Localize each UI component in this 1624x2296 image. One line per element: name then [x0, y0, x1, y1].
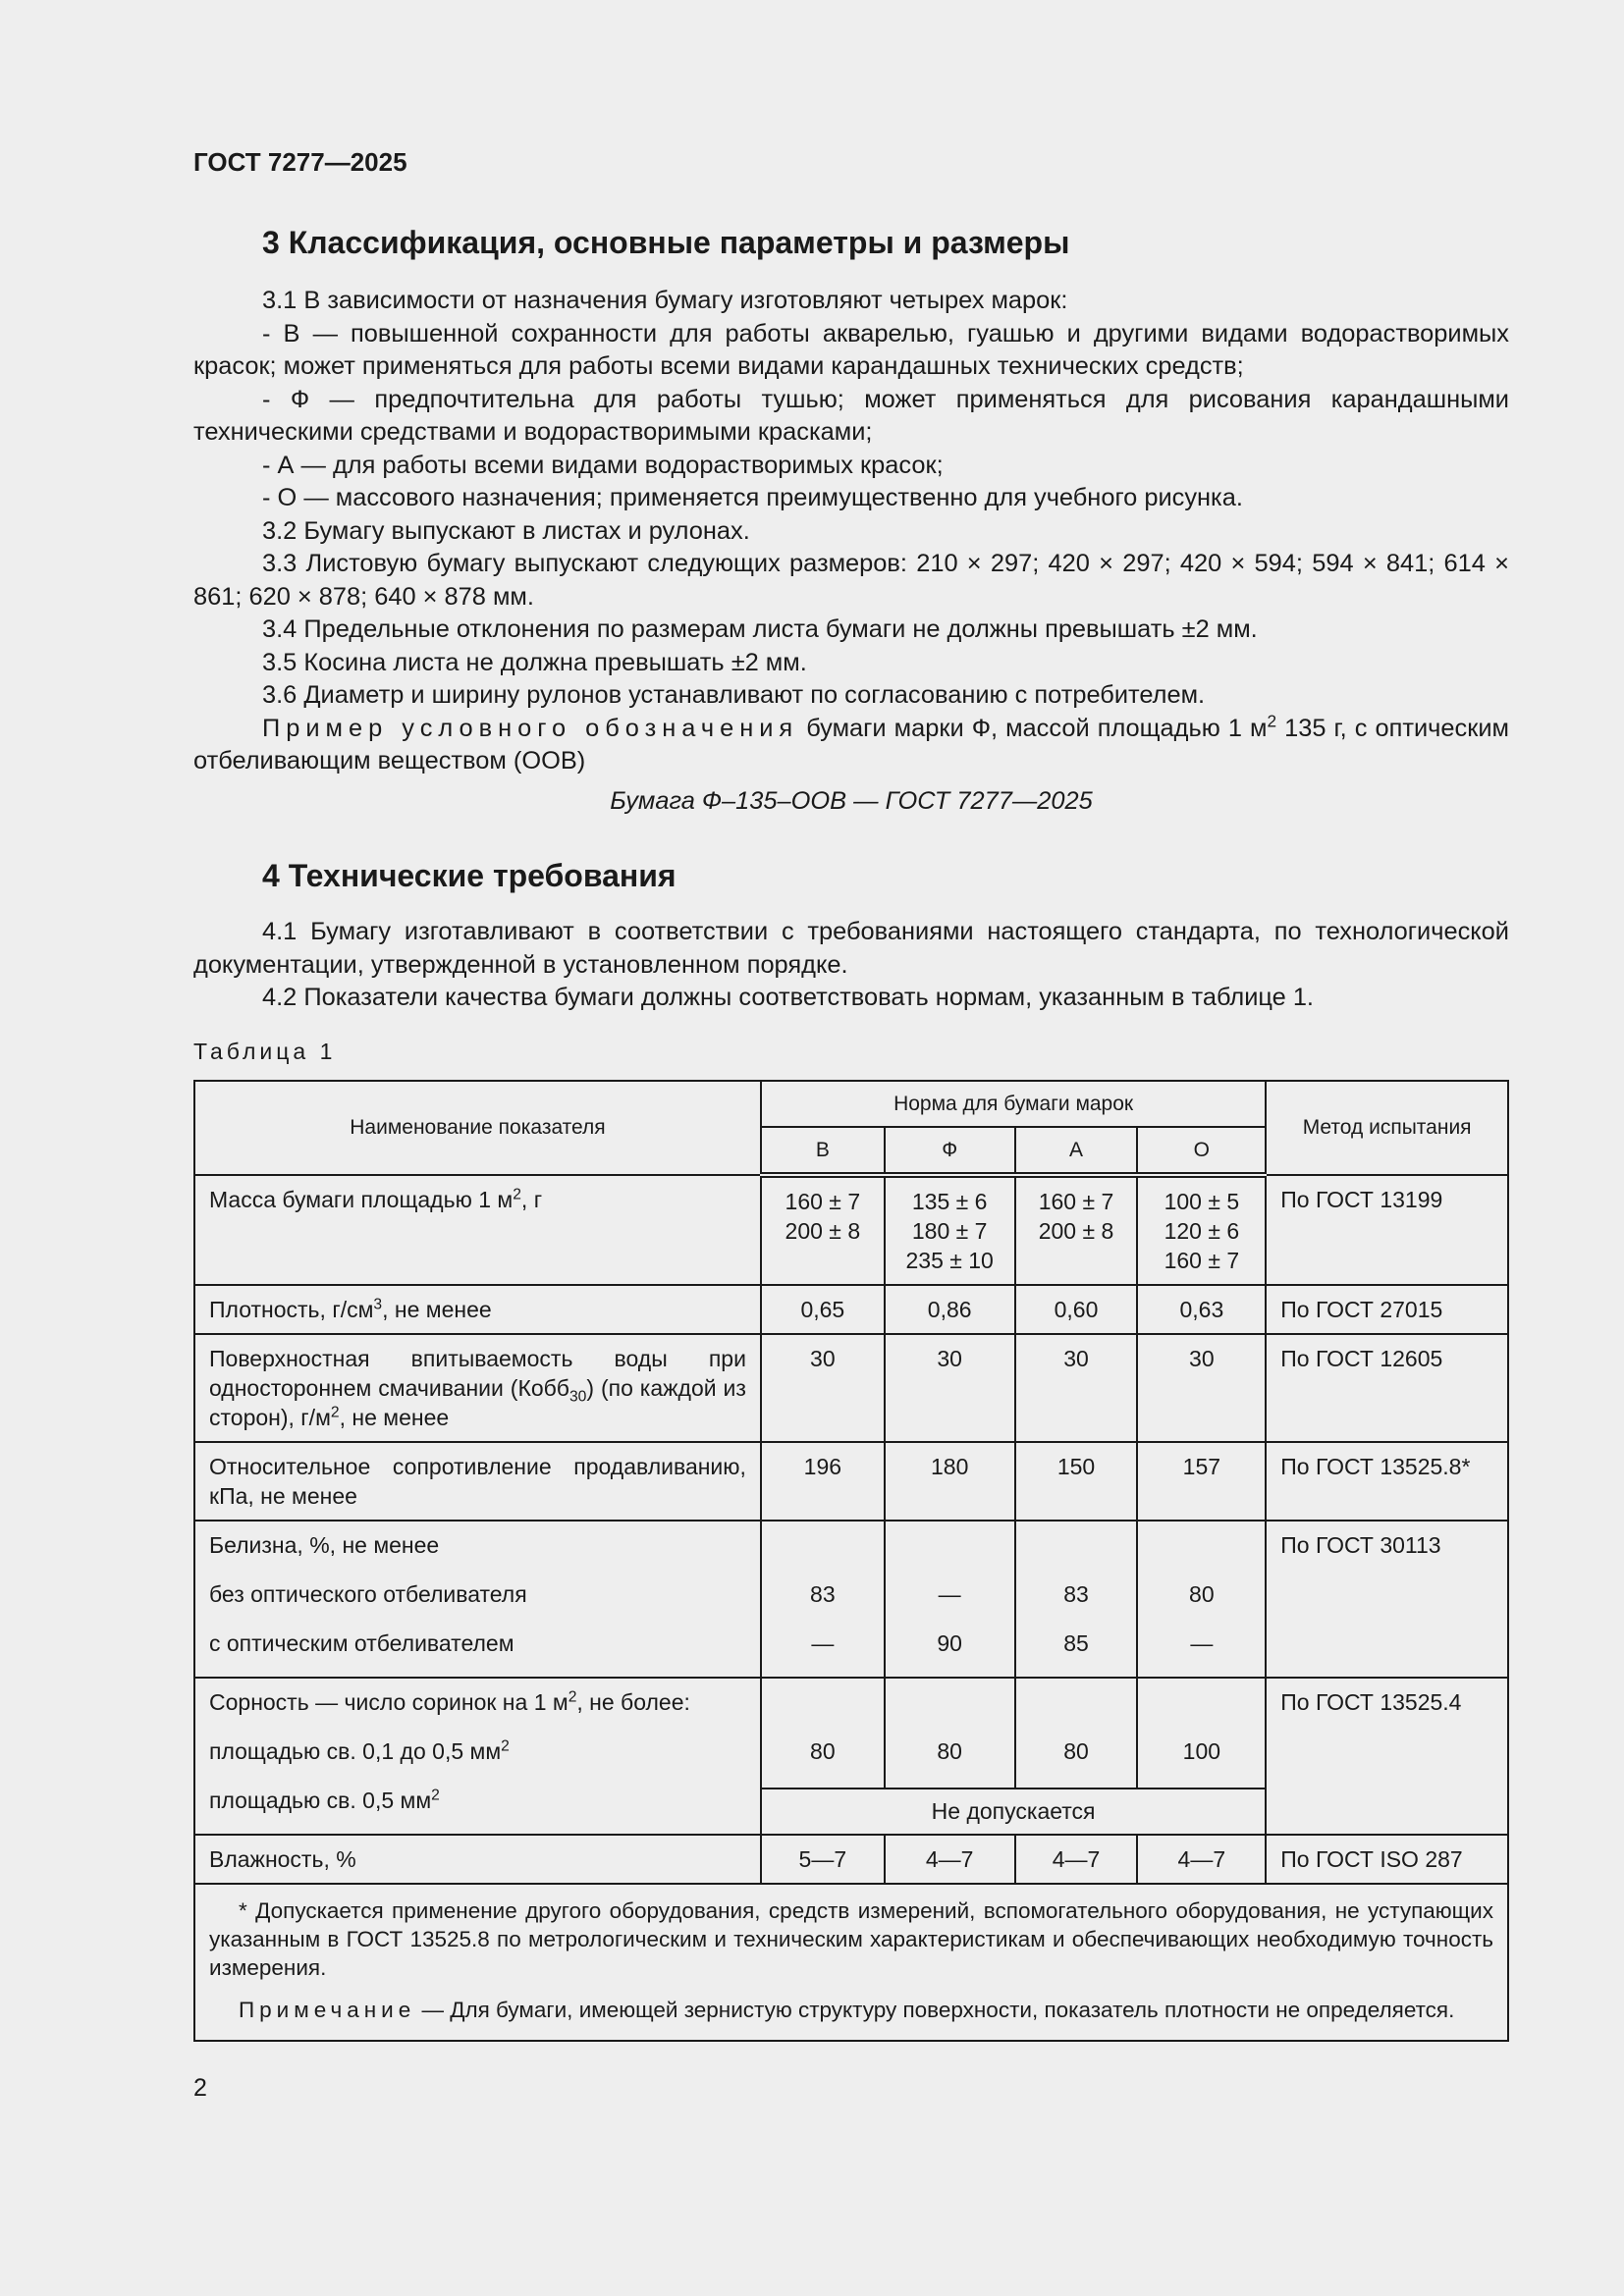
example-label: Пример условного обозначения — [262, 714, 799, 742]
header-method: Метод испытания — [1266, 1081, 1508, 1175]
row-name: Сорность — число соринок на 1 $м^2$, не более: площадью св. 0,1 до 0,5 $мм^2$ площадью св. 0,5 $мм^2$ — [194, 1678, 761, 1835]
paragraph-3-5: 3.5 Косина листа не должна превышать ±2 мм. — [262, 648, 807, 676]
grade-o-item: - О — массового назначения; применяется преимущественно для учебного рисунка. — [262, 484, 1243, 511]
section-3-title: 3 Классификация, основные параметры и размеры — [262, 225, 1070, 260]
paragraph-3-1: 3.1 В зависимости от назначения бумагу изготовляют четырех марок: — [262, 287, 1068, 314]
cell-v: 0,65 — [761, 1285, 885, 1334]
paragraph-3-2: 3.2 Бумагу выпускают в листах и рулонах. — [262, 516, 750, 545]
cell-f: 180 — [885, 1442, 1015, 1521]
header-grade-o: О — [1137, 1127, 1266, 1175]
table-row-absorbency — [194, 1334, 1508, 1442]
header-grade-v: В — [761, 1127, 885, 1175]
cell-method: По ГОСТ 13199 — [1266, 1175, 1508, 1285]
cell-v: 5—7 — [761, 1835, 885, 1884]
cell-f: — 90 — [885, 1521, 1015, 1678]
page-number: 2 — [193, 2074, 207, 2102]
cell-a: 0,60 — [1015, 1285, 1138, 1334]
cell-v: 160 ± 7 200 ± 8 — [761, 1175, 885, 1285]
section-4-body — [193, 916, 1509, 1015]
table-row-whiteness — [194, 1521, 1508, 1678]
cell-o: 0,63 — [1137, 1285, 1266, 1334]
row-name: Плотность, $г/см^3$, не менее — [194, 1285, 761, 1334]
cell-method: По ГОСТ 13525.8* — [1266, 1442, 1508, 1521]
cell-o: 30 — [1137, 1334, 1266, 1442]
cell-not-allowed: Не допускается — [761, 1789, 1266, 1835]
section-3-body — [193, 285, 1509, 818]
cell-f: 0,86 — [885, 1285, 1015, 1334]
cell-f: 135 ± 6 180 ± 7 235 ± 10 — [885, 1175, 1015, 1285]
row-name: Поверхностная впитываемость воды при одностороннем смачивании (Кобб$_{30}$) (по каждой из сторон), $г/м^2$, не менее — [194, 1334, 761, 1442]
cell-method: По ГОСТ 13525.4 — [1266, 1678, 1508, 1835]
paragraph-4-2: 4.2 Показатели качества бумаги должны соответствовать нормам, указанным в таблице 1. — [262, 984, 1314, 1011]
paragraph-3-6: 3.6 Диаметр и ширину рулонов устанавливают по согласованию с потребителем. — [262, 681, 1206, 709]
cell-a: 30 — [1015, 1334, 1138, 1442]
table-row-moisture — [194, 1835, 1508, 1884]
cell-a: 80 — [1015, 1678, 1138, 1789]
section-4-title: 4 Технические требования — [262, 858, 677, 893]
row-name: Влажность, % — [194, 1835, 761, 1884]
table-caption: Таблица 1 — [193, 1039, 337, 1064]
document-header: ГОСТ 7277—2025 — [193, 147, 407, 177]
cell-f: 30 — [885, 1334, 1015, 1442]
grade-f-item: - Ф — предпочтительна для работы тушью; может применяться для рисования карандашными техническими средствами и водорастворимыми красками; — [193, 385, 1509, 446]
row-name: Масса бумаги площадью 1 $м^2$, г — [194, 1175, 761, 1285]
header-norm: Норма для бумаги марок — [761, 1081, 1266, 1127]
cell-method: По ГОСТ 30113 — [1266, 1521, 1508, 1678]
cell-a: 4—7 — [1015, 1835, 1138, 1884]
table-row-dirt — [194, 1678, 1508, 1789]
cell-v: 83 — — [761, 1521, 885, 1678]
cell-v: 30 — [761, 1334, 885, 1442]
grade-v-item: - В — повышенной сохранности для работы акварелью, гуашью и другими видами водорастворимых красок; может применяться для работы всеми видами карандашных технических средств; — [193, 319, 1509, 380]
quality-table — [193, 1080, 1509, 2042]
cell-a: 83 85 — [1015, 1521, 1138, 1678]
header-grade-f: Ф — [885, 1127, 1015, 1175]
cell-o: 157 — [1137, 1442, 1266, 1521]
cell-o: 80 — — [1137, 1521, 1266, 1678]
table-notes-row — [194, 1884, 1508, 2041]
designation-example: Пример условного обозначения бумаги марки Ф, массой площадью 1 $м^2$ 135 г, с оптическим отбеливающим веществом (ООВ) — [193, 711, 1509, 774]
paragraph-4-1: 4.1 Бумагу изготавливают в соответствии с требованиями настоящего стандарта, по технологической документации, утвержденной в установленном порядке. — [193, 918, 1509, 979]
table-header-row — [194, 1081, 1508, 1127]
header-indicator-name: Наименование показателя — [194, 1081, 761, 1175]
table-footnote: * Допускается применение другого оборудования, средств измерений, вспомогательного оборудования, не уступающих указанным в ГОСТ 13525.8 по метрологическим и техническим характеристикам и обеспечивающих необходимую точность измерения. — [209, 1898, 1493, 1980]
header-grade-a: А — [1015, 1127, 1138, 1175]
cell-o: 100 ± 5 120 ± 6 160 ± 7 — [1137, 1175, 1266, 1285]
paragraph-3-3: 3.3 Листовую бумагу выпускают следующих размеров: 210 × 297; 420 × 297; 420 × 594; 594 × 841; 614 × 861; 620 × 878; 640 × 878 мм. — [193, 550, 1509, 611]
note-label: Примечание — [239, 1998, 416, 2022]
cell-f: 4—7 — [885, 1835, 1015, 1884]
cell-v: 196 — [761, 1442, 885, 1521]
table-row-density — [194, 1285, 1508, 1334]
designation-formula: Бумага Ф–135–ООВ — ГОСТ 7277—2025 — [610, 786, 1093, 815]
cell-v: 80 — [761, 1678, 885, 1789]
cell-o: 4—7 — [1137, 1835, 1266, 1884]
cell-method: По ГОСТ ISO 287 — [1266, 1835, 1508, 1884]
row-name: Белизна, %, не менее без оптического отбеливателя с оптическим отбеливателем — [194, 1521, 761, 1678]
grade-a-item: - А — для работы всеми видами водорастворимых красок; — [262, 451, 944, 479]
cell-a: 150 — [1015, 1442, 1138, 1521]
cell-method: По ГОСТ 12605 — [1266, 1334, 1508, 1442]
table-note: Примечание — Для бумаги, имеющей зернистую структуру поверхности, показатель плотности не определяется. — [239, 1998, 1455, 2022]
row-name: Относительное сопротивление продавливанию, кПа, не менее — [194, 1442, 761, 1521]
cell-f: 80 — [885, 1678, 1015, 1789]
table-row-burst — [194, 1442, 1508, 1521]
cell-o: 100 — [1137, 1678, 1266, 1789]
table-row-mass — [194, 1175, 1508, 1285]
cell-method: По ГОСТ 27015 — [1266, 1285, 1508, 1334]
table-notes — [194, 1884, 1508, 2041]
paragraph-3-4: 3.4 Предельные отклонения по размерам листа бумаги не должны превышать ±2 мм. — [262, 615, 1258, 643]
cell-a: 160 ± 7 200 ± 8 — [1015, 1175, 1138, 1285]
